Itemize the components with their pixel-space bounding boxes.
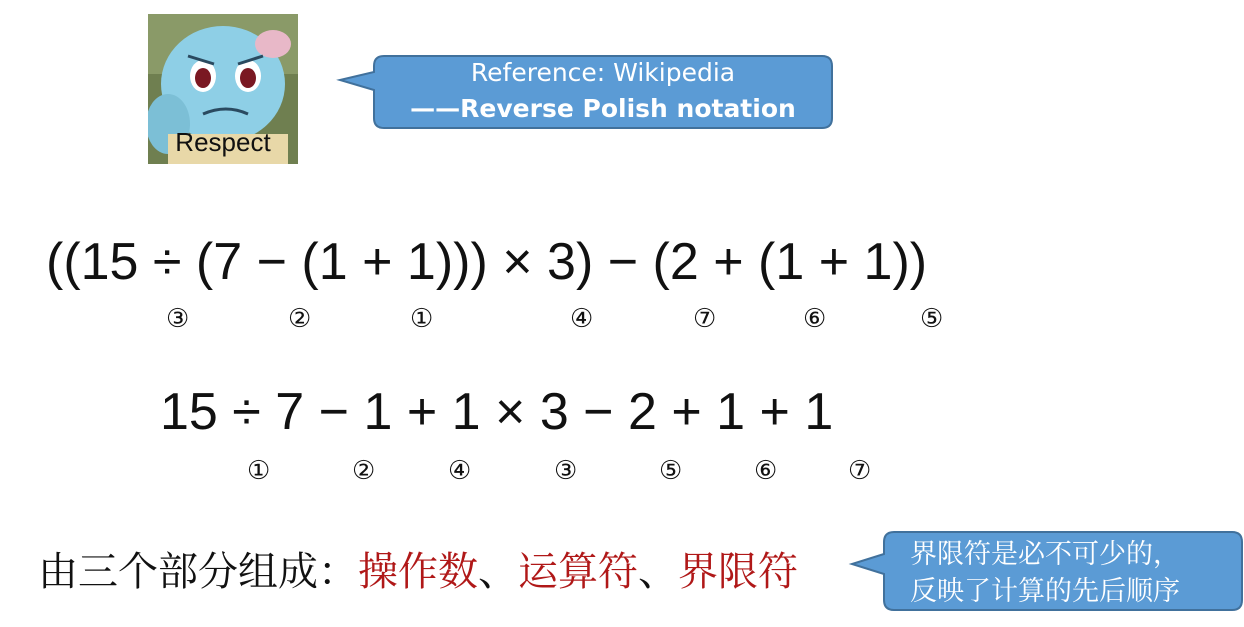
meme-image [148, 14, 298, 164]
order-mark: ① [410, 304, 434, 334]
operator-term: 运算符 [518, 549, 638, 595]
separator: 、 [478, 549, 518, 595]
order-mark: ⑥ [754, 456, 778, 486]
components-sentence [38, 540, 798, 597]
note-line-2: 反映了计算的先后顺序 [910, 576, 1180, 607]
separator: 、 [638, 549, 678, 595]
order-mark: ⑦ [693, 304, 717, 334]
sentence-prefix: 由三个部分组成： [38, 549, 358, 595]
meme-caption: Respect [175, 127, 271, 157]
infix-expression-with-parentheses: ((15 ÷ (7 − (1 + 1))) × 3) − (2 + (1 + 1)) [46, 233, 928, 291]
reference-line-2: ——Reverse Polish notation [410, 94, 796, 123]
order-mark: ② [288, 304, 312, 334]
order-mark: ① [247, 456, 271, 486]
order-mark: ⑤ [659, 456, 683, 486]
order-mark: ⑤ [920, 304, 944, 334]
infix-expression-without-parentheses: 15 ÷ 7 − 1 + 1 × 3 − 2 + 1 + 1 [160, 383, 834, 441]
order-mark: ③ [554, 456, 578, 486]
delimiter-term: 界限符 [678, 549, 798, 595]
operand-term: 操作数 [358, 549, 478, 595]
order-mark: ⑥ [803, 304, 827, 334]
note-callout-text [884, 536, 1244, 610]
order-mark: ④ [570, 304, 594, 334]
order-mark: ④ [448, 456, 472, 486]
order-mark: ⑦ [848, 456, 872, 486]
note-line-1: 界限符是必不可少的， [910, 539, 1180, 570]
order-mark: ③ [166, 304, 190, 334]
reference-line-1: Reference: Wikipedia [470, 58, 736, 87]
order-mark: ② [352, 456, 376, 486]
